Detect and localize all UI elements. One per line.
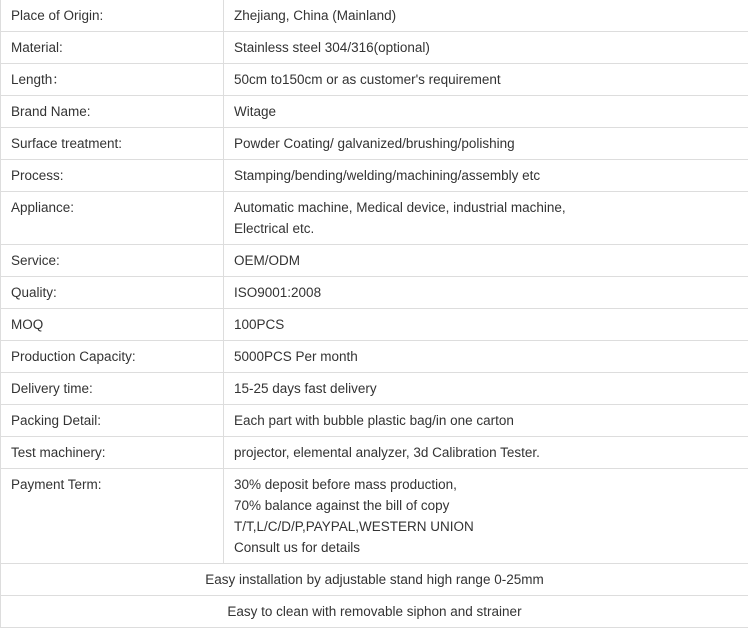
spec-value-line: 15-25 days fast delivery — [234, 378, 738, 399]
spec-value-line: Automatic machine, Medical device, industrial machine, — [234, 197, 738, 218]
spec-row-delivery-time — [1, 373, 748, 405]
spec-row-place-of-origin — [1, 0, 748, 32]
spec-value — [224, 32, 748, 64]
spec-row-surface-treatment — [1, 128, 748, 160]
spec-value — [224, 192, 748, 245]
spec-value-line: Stainless steel 304/316(optional) — [234, 37, 738, 58]
spec-value-line: Electrical etc. — [234, 218, 738, 239]
spec-value-line: 70% balance against the bill of copy — [234, 495, 738, 516]
spec-label: Surface treatment: — [1, 128, 224, 160]
spec-value — [224, 128, 748, 160]
feature-row — [1, 564, 748, 596]
spec-row-material — [1, 32, 748, 64]
spec-value — [224, 469, 748, 564]
feature-row — [1, 596, 748, 628]
spec-value-line: Zhejiang, China (Mainland) — [234, 5, 738, 26]
spec-value — [224, 277, 748, 309]
spec-value — [224, 405, 748, 437]
spec-value — [224, 437, 748, 469]
spec-value-line: Stamping/bending/welding/machining/assembly etc — [234, 165, 738, 186]
feature-text: Easy to clean with removable siphon and strainer — [1, 596, 748, 628]
spec-row-payment-term — [1, 469, 748, 564]
spec-label: Production Capacity: — [1, 341, 224, 373]
spec-value-line: 100PCS — [234, 314, 738, 335]
spec-label: Quality: — [1, 277, 224, 309]
spec-row-appliance — [1, 192, 748, 245]
spec-value — [224, 64, 748, 96]
spec-value — [224, 96, 748, 128]
spec-row-moq — [1, 309, 748, 341]
spec-label: Test machinery: — [1, 437, 224, 469]
spec-value-line: 50cm to150cm or as customer's requirement — [234, 69, 738, 90]
spec-row-length — [1, 64, 748, 96]
spec-value-line: Consult us for details — [234, 537, 738, 558]
spec-label: Length： — [1, 64, 224, 96]
spec-row-quality — [1, 277, 748, 309]
spec-value-line: ISO9001:2008 — [234, 282, 738, 303]
spec-label: Delivery time: — [1, 373, 224, 405]
spec-row-packing-detail — [1, 405, 748, 437]
spec-row-process — [1, 160, 748, 192]
spec-value — [224, 309, 748, 341]
spec-label: Process: — [1, 160, 224, 192]
spec-label: Packing Detail: — [1, 405, 224, 437]
spec-value-line: 5000PCS Per month — [234, 346, 738, 367]
spec-value — [224, 0, 748, 32]
spec-label: MOQ — [1, 309, 224, 341]
spec-row-brand-name — [1, 96, 748, 128]
spec-row-production-capacity — [1, 341, 748, 373]
spec-value — [224, 373, 748, 405]
spec-row-test-machinery — [1, 437, 748, 469]
spec-value-line: Powder Coating/ galvanized/brushing/polishing — [234, 133, 738, 154]
spec-value — [224, 160, 748, 192]
spec-value — [224, 341, 748, 373]
spec-label: Brand Name: — [1, 96, 224, 128]
spec-label: Place of Origin: — [1, 0, 224, 32]
spec-value-line: Witage — [234, 101, 738, 122]
spec-value-line: 30% deposit before mass production, — [234, 474, 738, 495]
spec-label: Service: — [1, 245, 224, 277]
spec-value — [224, 245, 748, 277]
spec-value-line: OEM/ODM — [234, 250, 738, 271]
spec-value-line: projector, elemental analyzer, 3d Calibration Tester. — [234, 442, 738, 463]
spec-table-body — [1, 0, 748, 628]
spec-row-service — [1, 245, 748, 277]
spec-value-line: T/T,L/C/D/P,PAYPAL,WESTERN UNION — [234, 516, 738, 537]
spec-label: Material: — [1, 32, 224, 64]
spec-value-line: Each part with bubble plastic bag/in one carton — [234, 410, 738, 431]
feature-text: Easy installation by adjustable stand high range 0-25mm — [1, 564, 748, 596]
spec-label: Payment Term: — [1, 469, 224, 564]
spec-label: Appliance: — [1, 192, 224, 245]
